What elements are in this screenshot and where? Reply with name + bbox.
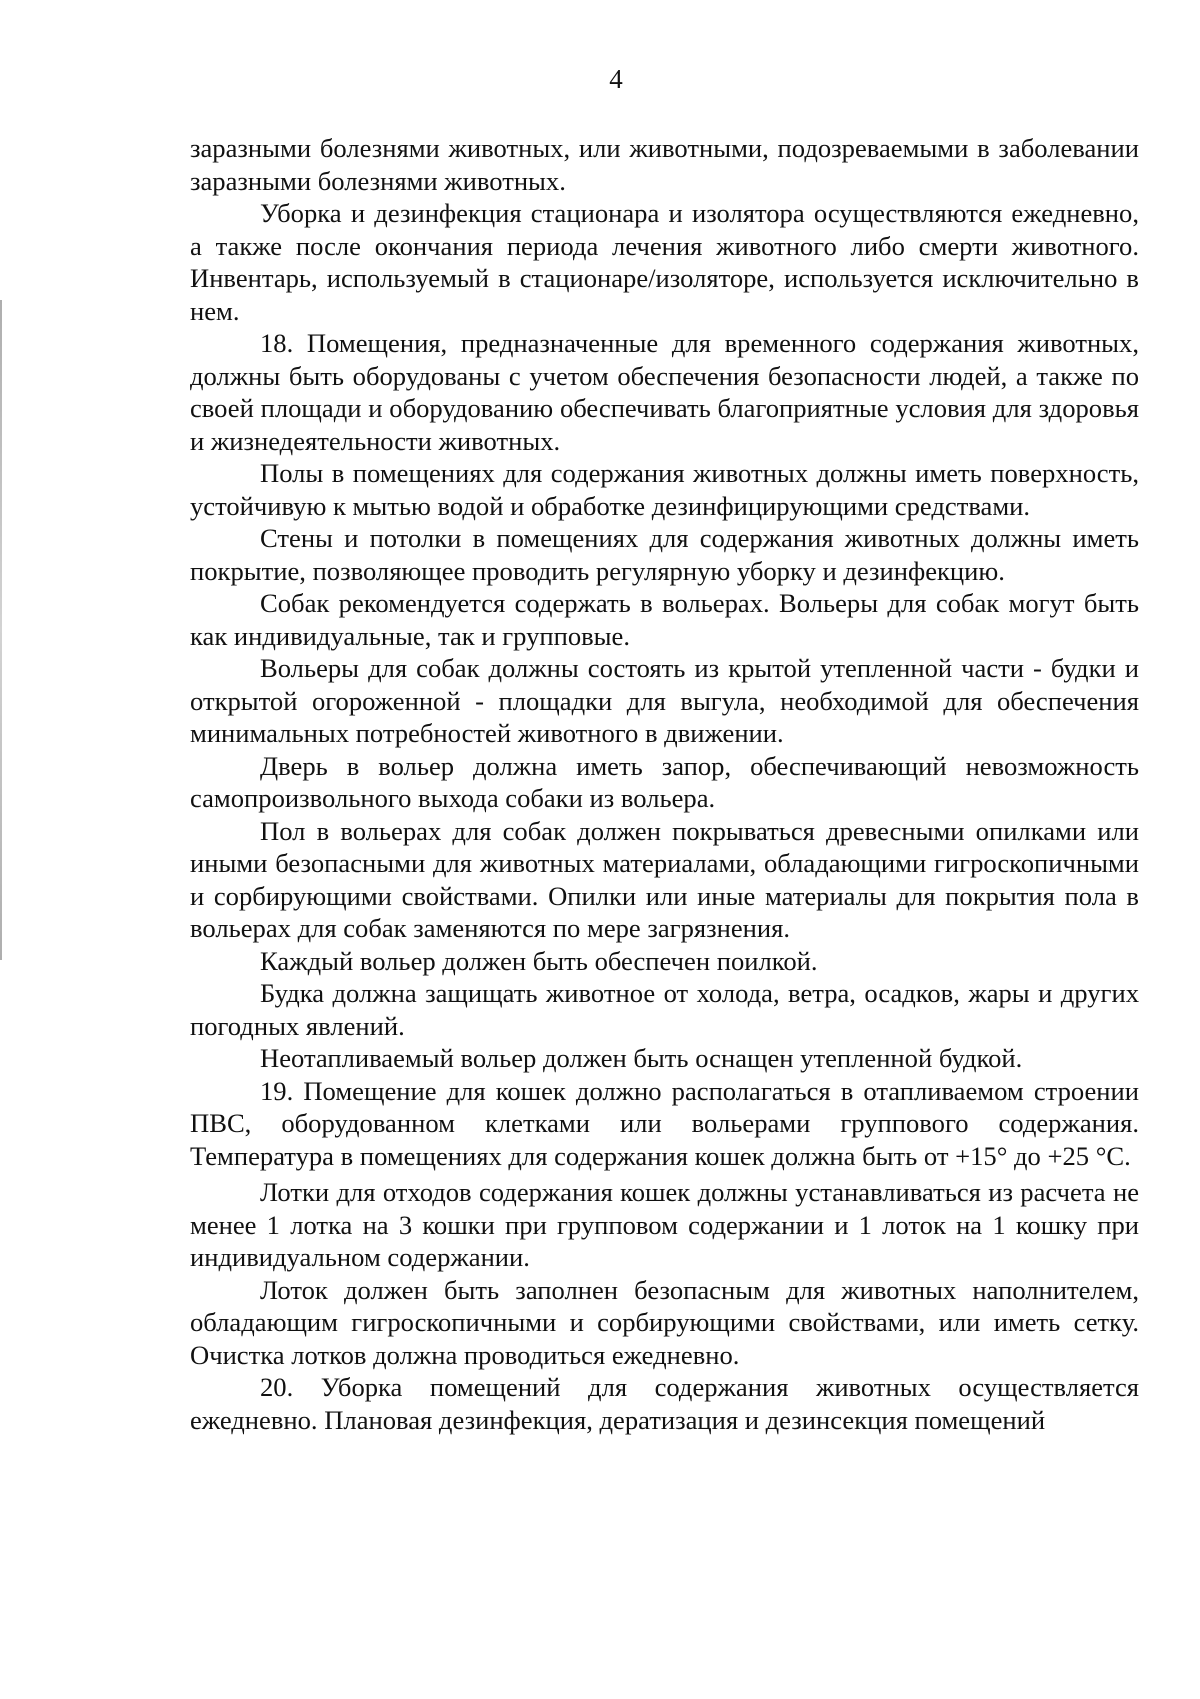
paragraph-unheated-enclosure: Неотапливаемый вольер должен быть оснащен утепленной будкой. (260, 1043, 1023, 1073)
paragraph-continuation: заразными болезнями животных, или животными, подозреваемыми в заболевании заразными болезнями животных. (190, 133, 1139, 196)
paragraph-enclosure-floor: Пол в вольерах для собак должен покрываться древесными опилками или иными безопасными для животных материалами, обладающими гигроскопичными и сорбирующими свойствами. Опилки или иные материалы для покрытия пола в вольерах для собак заменяются по мере загрязнения. (190, 815, 1139, 943)
paragraph-drinker: Каждый вольер должен быть обеспечен поилкой. (260, 945, 818, 976)
page-number: 4 (609, 64, 623, 94)
paragraph-section-18: 18. Помещения, предназначенные для временного содержания животных, должны быть оборудованы с учетом обеспечения безопасности людей, а также по своей площади и оборудованию обеспечивать благоприятные условия для здоровья и жизнедеятельности животных. (190, 328, 1139, 456)
paragraph-cleaning: Уборка и дезинфекция стационара и изолятора осуществляются ежедневно, а также после окончания периода лечения животного либо смерти животного. Инвентарь, используемый в стационаре/изоляторе, используется исключительно в нем. (190, 198, 1139, 326)
paragraph-litter-trays: Лотки для отходов содержания кошек должны устанавливаться из расчета не менее 1 лотка на 3 кошки при групповом содержании и 1 лоток на 1 кошку при индивидуальном содержании. (190, 1177, 1139, 1272)
scan-binding-edge (0, 300, 2, 960)
paragraph-dog-enclosures: Собак рекомендуется содержать в вольерах. Вольеры для собак могут быть как индивидуальные, так и групповые. (190, 588, 1139, 651)
paragraph-tray-filler: Лоток должен быть заполнен безопасным для животных наполнителем, обладающим гигроскопичными и сорбирующими свойствами, или иметь сетку. Очистка лотков должна проводиться ежедневно. (190, 1274, 1139, 1370)
paragraph-enclosure-door: Дверь в вольер должна иметь запор, обеспечивающий невозможность самопроизвольного выхода собаки из вольера. (190, 750, 1139, 813)
paragraph-floors: Полы в помещениях для содержания животных должны иметь поверхность, устойчивую к мытью водой и обработке дезинфицирующими средствами. (190, 458, 1139, 521)
paragraph-enclosure-structure: Вольеры для собак должны состоять из крытой утепленной части - будки и открытой огороженной - площадки для выгула, необходимой для обеспечения минимальных потребностей животного в движении. (190, 653, 1139, 748)
paragraph-section-19: 19. Помещение для кошек должно располагаться в отапливаемом строении ПВС, оборудованном клетками или вольерами группового содержания. Температура в помещениях для содержания кошек должна быть от +15° до +25 °С. (190, 1075, 1139, 1171)
paragraph-kennel: Будка должна защищать животное от холода, ветра, осадков, жары и других погодных явлений. (190, 978, 1139, 1041)
paragraph-section-20: 20. Уборка помещений для содержания животных осуществляется ежедневно. Плановая дезинфекция, дератизация и дезинсекция помещений (190, 1372, 1139, 1435)
paragraph-walls: Стены и потолки в помещениях для содержания животных должны иметь покрытие, позволяющее проводить регулярную уборку и дезинфекцию. (190, 523, 1139, 586)
document-body (190, 132, 1139, 1436)
